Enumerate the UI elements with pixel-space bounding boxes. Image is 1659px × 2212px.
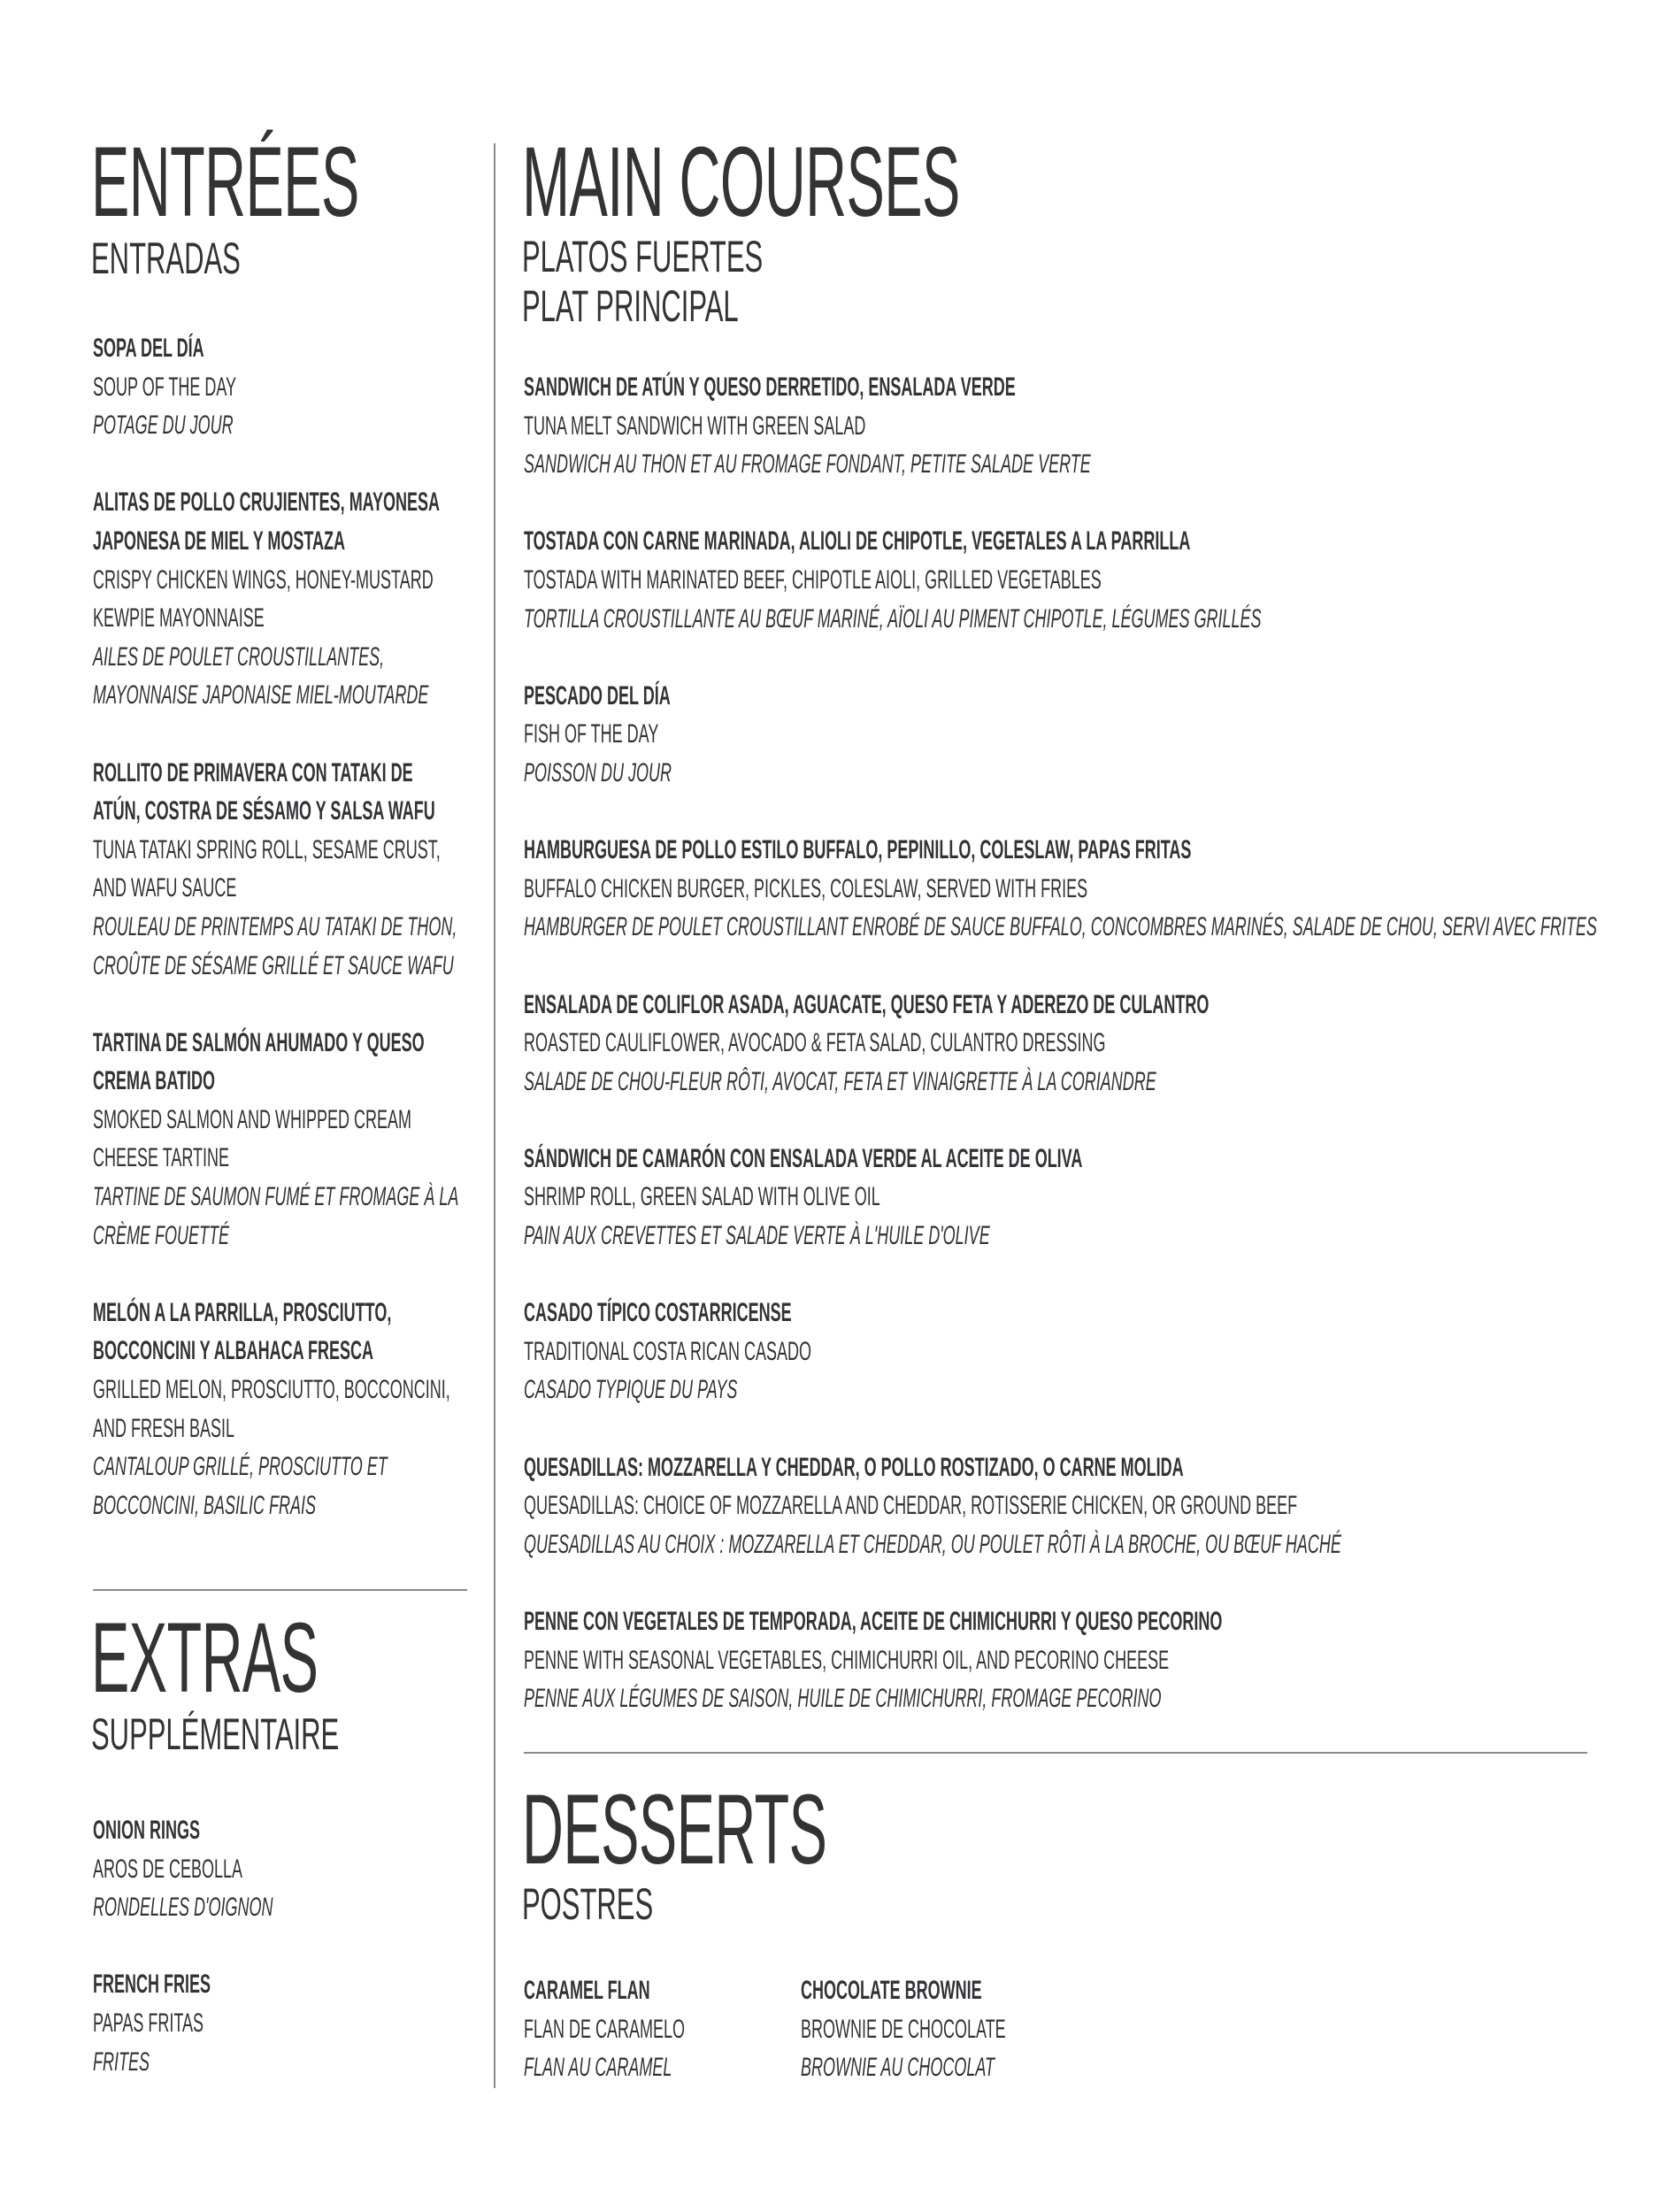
item-french: PAIN AUX CREVETTES ET SALADE VERTE À L'HUILE D'OLIVE [524,1221,990,1251]
dessert-item-1 [524,1971,792,2125]
item-translation: FLAN DE CARAMELO [524,2014,686,2044]
item-translation: AND WAFU SAUCE [93,873,237,903]
item-translation: TUNA MELT SANDWICH WITH GREEN SALAD [524,411,866,441]
item-name: HAMBURGUESA DE POLLO ESTILO BUFFALO, PEPINILLO, COLESLAW, PAPAS FRITAS [524,835,1192,865]
item-name: CASADO TÍPICO COSTARRICENSE [524,1298,792,1328]
item-name: ALITAS DE POLLO CRUJIENTES, MAYONESA [93,488,441,518]
section-subtitle: PLATOS FUERTES [522,232,764,281]
section-subtitle: ENTRADAS [91,234,241,283]
main-header [522,127,1277,331]
menu-item [524,1140,1659,1256]
item-translation: SHRIMP ROLL, GREEN SALAD WITH OLIVE OIL [524,1182,880,1212]
item-name: CREMA BATIDO [93,1066,215,1096]
item-translation: CHEESE TARTINE [93,1143,230,1173]
item-name: SOPA DEL DÍA [93,334,204,363]
menu-item [524,677,1659,793]
menu-item [524,986,1659,1102]
item-french: CASADO TYPIQUE DU PAYS [524,1375,738,1405]
item-name: CARAMEL FLAN [524,1976,650,2005]
item-french: FLAN AU CARAMEL [524,2053,672,2083]
extras-items [93,1811,393,2120]
item-french: POTAGE DU JOUR [93,411,234,441]
section-title: MAIN COURSES [522,127,960,237]
section-subtitle: SUPPLÉMENTAIRE [91,1709,340,1759]
item-french: POISSON DU JOUR [524,757,672,787]
item-french: BOCCONCINI, BASILIC FRAIS [93,1490,317,1520]
section-subtitle: POSTRES [522,1879,654,1929]
menu-item [93,1811,393,1927]
item-name: ONION RINGS [93,1816,201,1845]
item-name: FRENCH FRIES [93,1970,211,2000]
item-name: QUESADILLAS: MOZZARELLA Y CHEDDAR, O POLLO ROSTIZADO, O CARNE MOLIDA [524,1452,1184,1482]
item-translation: GRILLED MELON, PROSCIUTTO, BOCCONCINI, [93,1375,450,1405]
menu-item [524,522,1659,638]
item-french: TORTILLA CROUSTILLANTE AU BŒUF MARINÉ, AÏOLI AU PIMENT CHIPOTLE, LÉGUMES GRILLÉS [524,603,1262,634]
item-name: ROLLITO DE PRIMAVERA CON TATAKI DE [93,757,413,787]
item-name: JAPONESA DE MIEL Y MOSTAZA [93,526,346,556]
item-translation: TRADITIONAL COSTA RICAN CASADO [524,1336,812,1366]
item-translation: PENNE WITH SEASONAL VEGETABLES, CHIMICHURRI OIL, AND PECORINO CHEESE [524,1645,1170,1675]
item-french: CRÈME FOUETTÉ [93,1220,230,1250]
item-french: CROÛTE DE SÉSAME GRILLÉ ET SAUCE WAFU [93,950,454,980]
item-name: SANDWICH DE ATÚN Y QUESO DERRETIDO, ENSALADA VERDE [524,373,1016,402]
item-french: ROULEAU DE PRINTEMPS AU TATAKI DE THON, [93,911,457,941]
item-name: PESCADO DEL DÍA [524,680,671,710]
menu-item [524,1448,1659,1564]
item-french: PENNE AUX LÉGUMES DE SAISON, HUILE DE CHIMICHURRI, FROMAGE PECORINO [524,1684,1162,1714]
item-translation: SMOKED SALMON AND WHIPPED CREAM [93,1104,412,1134]
item-translation: SOUP OF THE DAY [93,372,237,402]
menu-item [524,1294,1659,1409]
entrees-extras-divider [93,1589,467,1591]
item-name: SÁNDWICH DE CAMARÓN CON ENSALADA VERDE AL ACEITE DE OLIVA [524,1143,1083,1173]
item-french: SANDWICH AU THON ET AU FROMAGE FONDANT, PETITE SALADE VERTE [524,449,1091,480]
section-subtitle: PLAT PRINCIPAL [522,281,739,331]
item-translation: AROS DE CEBOLLA [93,1854,243,1884]
item-name: BOCCONCINI Y ALBAHACA FRESCA [93,1336,374,1366]
item-french: MAYONNAISE JAPONAISE MIEL-MOUTARDE [93,680,429,710]
item-translation: CRISPY CHICKEN WINGS, HONEY-MUSTARD [93,565,434,595]
section-title: DESSERTS [522,1774,827,1885]
item-translation: KEWPIE MAYONNAISE [93,603,265,634]
section-title: EXTRAS [91,1602,319,1713]
menu-item [93,1965,393,2081]
menu-item [524,1971,792,2087]
item-name: ENSALADA DE COLIFLOR ASADA, AGUACATE, QUESO FETA Y ADEREZO DE CULANTRO [524,989,1210,1019]
main-items [524,368,1659,1756]
item-translation: TOSTADA WITH MARINATED BEEF, CHIPOTLE AIOLI, GRILLED VEGETABLES [524,565,1102,595]
item-french: CANTALOUP GRILLÉ, PROSCIUTTO ET [93,1452,388,1482]
item-name: TARTINA DE SALMÓN AHUMADO Y QUESO [93,1027,425,1057]
item-french: FRITES [93,2047,150,2077]
item-french: HAMBURGER DE POULET CROUSTILLANT ENROBÉ DE SAUCE BUFFALO, CONCOMBRES MARINÉS, SALADE DE CHOU, SERVI AVEC FRITES [524,912,1597,942]
item-translation: BUFFALO CHICKEN BURGER, PICKLES, COLESLAW, SERVED WITH FRIES [524,873,1088,903]
item-name: ATÚN, COSTRA DE SÉSAMO Y SALSA WAFU [93,796,435,826]
item-translation: TUNA TATAKI SPRING ROLL, SESAME CRUST, [93,834,441,864]
item-french: QUESADILLAS AU CHOIX : MOZZARELLA ET CHEDDAR, OU POULET RÔTI À LA BROCHE, OU BŒUF HACHÉ [524,1529,1341,1559]
main-desserts-divider [524,1752,1587,1754]
item-french: SALADE DE CHOU-FLEUR RÔTI, AVOCAT, FETA ET VINAIGRETTE À LA CORIANDRE [524,1066,1156,1096]
item-translation: ROASTED CAULIFLOWER, AVOCADO & FETA SALAD, CULANTRO DRESSING [524,1028,1106,1058]
item-translation: AND FRESH BASIL [93,1413,235,1443]
item-french: BROWNIE AU CHOCOLAT [801,2053,995,2083]
extras-header [91,1602,491,1759]
menu-item [524,368,1659,484]
item-translation: PAPAS FRITAS [93,2008,204,2038]
item-french: RONDELLES D'OIGNON [93,1893,273,1923]
item-french: TARTINE DE SAUMON FUMÉ ET FROMAGE À LA [93,1182,459,1212]
item-translation: QUESADILLAS: CHOICE OF MOZZARELLA AND CHEDDAR, ROTISSERIE CHICKEN, OR GROUND BEEF [524,1491,1298,1521]
entrees-header [91,127,553,283]
item-french: AILES DE POULET CROUSTILLANTES, [93,641,385,672]
column-divider [494,143,495,2088]
item-name: CHOCOLATE BROWNIE [801,1976,982,2005]
desserts-header [522,1774,1048,1929]
menu-item [524,1602,1659,1718]
menu-item [524,831,1659,947]
item-name: MELÓN A LA PARRILLA, PROSCIUTTO, [93,1297,392,1327]
dessert-item-2 [801,1971,1142,2125]
menu-item [801,1971,1142,2087]
item-name: PENNE CON VEGETALES DE TEMPORADA, ACEITE DE CHIMICHURRI Y QUESO PECORINO [524,1607,1223,1636]
item-translation: BROWNIE DE CHOCOLATE [801,2014,1006,2044]
section-title: ENTRÉES [91,127,359,237]
item-name: TOSTADA CON CARNE MARINADA, ALIOLI DE CHIPOTLE, VEGETALES A LA PARRILLA [524,526,1191,557]
item-translation: FISH OF THE DAY [524,719,659,749]
